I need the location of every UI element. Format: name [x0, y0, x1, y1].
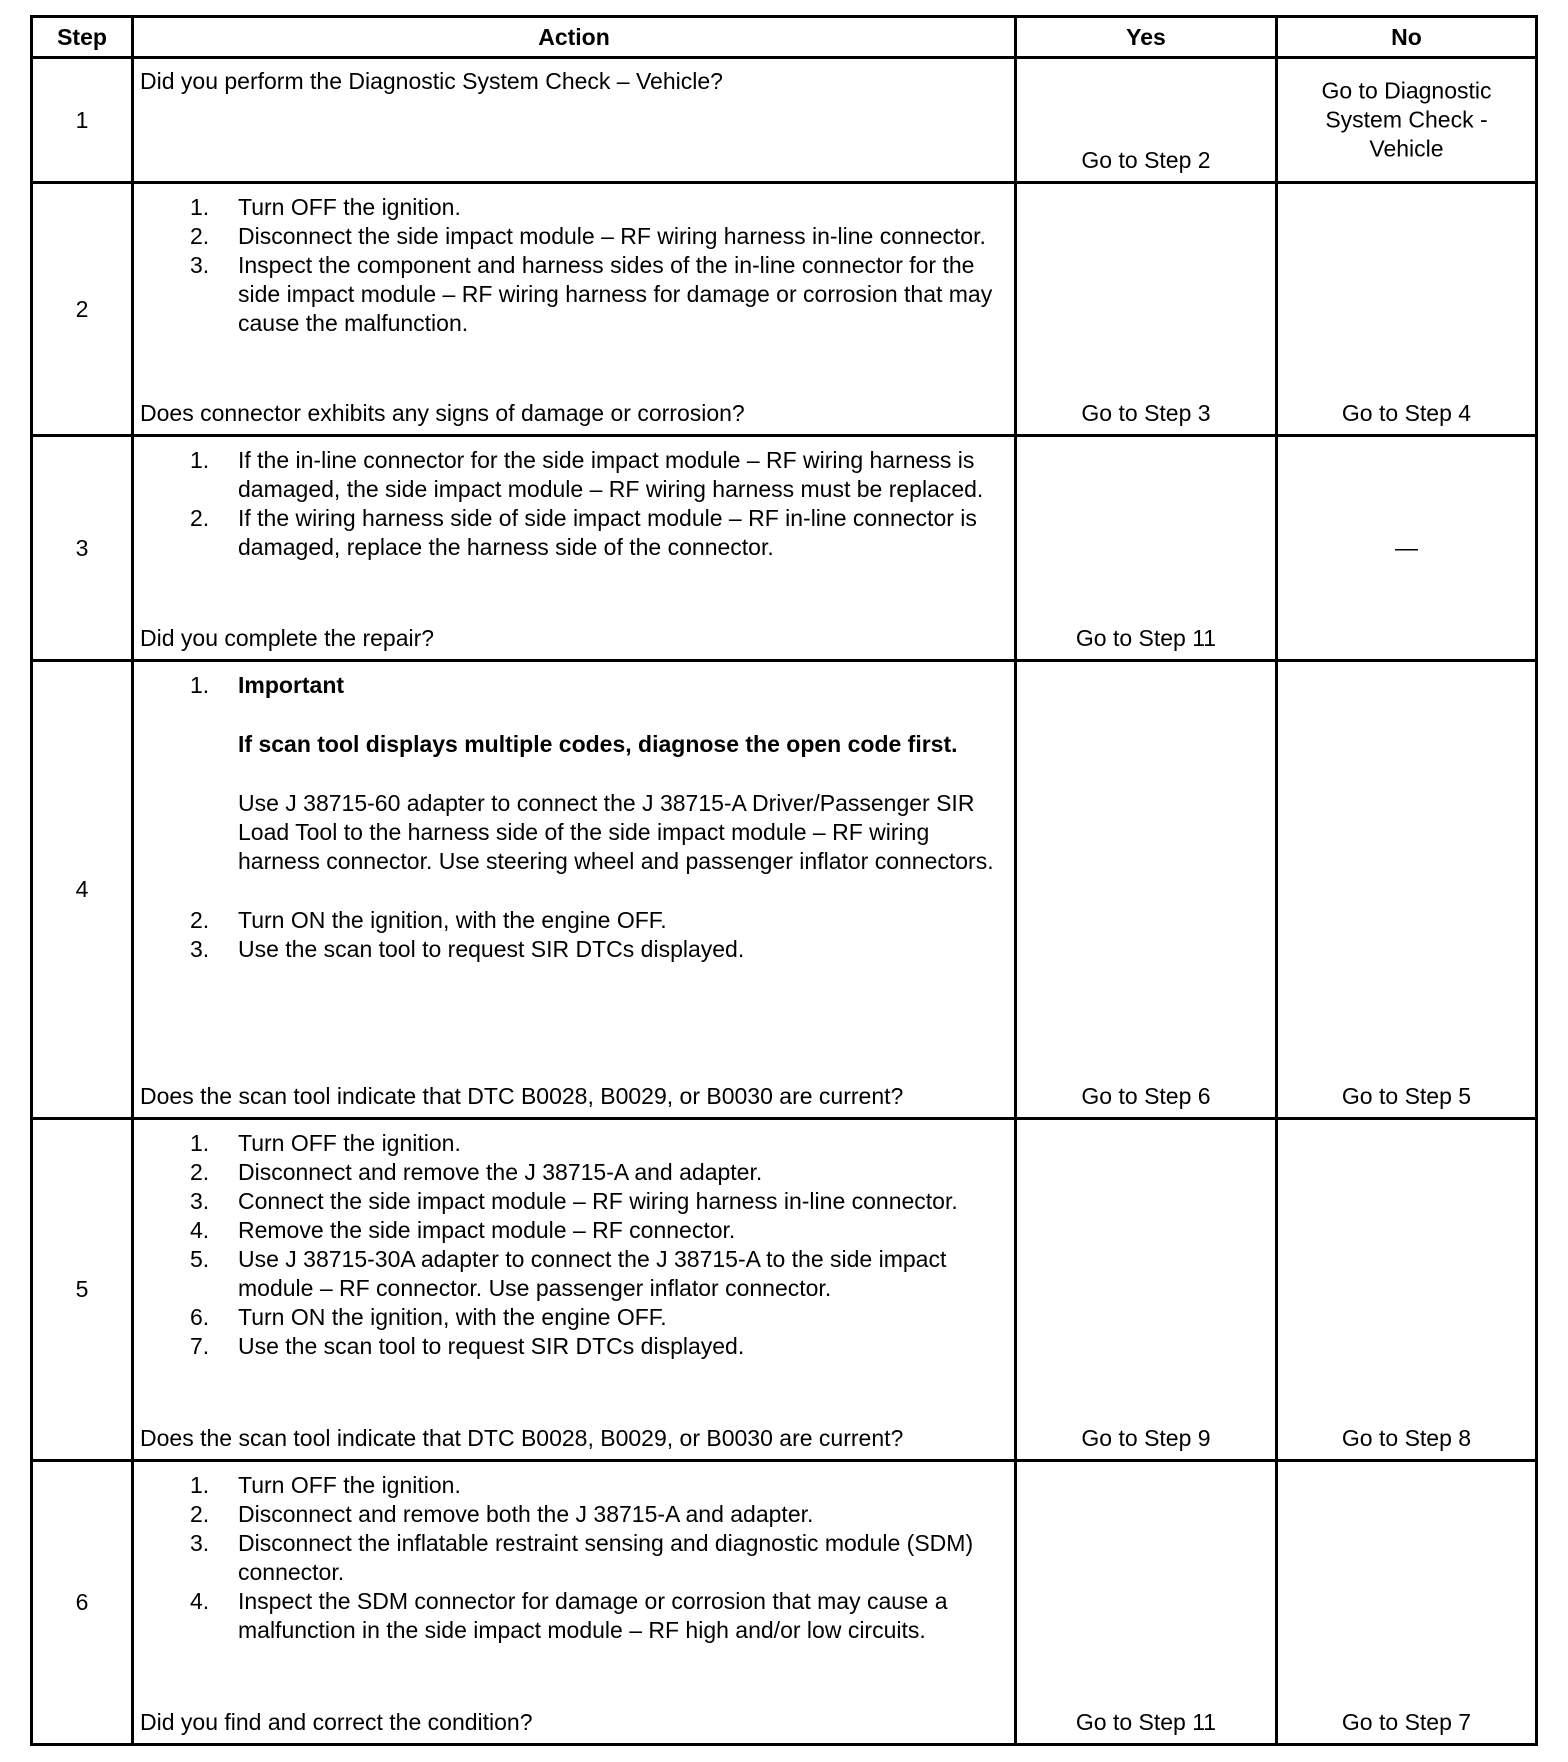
item-number: 3.: [190, 252, 210, 278]
step-number: 5: [32, 1119, 133, 1461]
list-item: [134, 1158, 1002, 1187]
header-no: No: [1277, 17, 1537, 58]
question-text: Does the scan tool indicate that DTC B0028, B0029, or B0030 are current?: [140, 1425, 904, 1451]
item-number: 1.: [190, 447, 210, 473]
item-text: Use the scan tool to request SIR DTCs displayed.: [238, 936, 745, 962]
list-item: [134, 222, 1002, 251]
table-row: [32, 58, 1537, 183]
item-text: Inspect the SDM connector for damage or corrosion that may cause a malfunction in the side impact module – RF high and/or low circuits.: [238, 1588, 948, 1643]
yes-result: Go to Step 2: [1081, 147, 1211, 173]
action-list: [134, 184, 1014, 338]
item-text: Turn OFF the ignition.: [238, 194, 461, 220]
header-yes: Yes: [1016, 17, 1277, 58]
no-result: Go to Step 4: [1341, 400, 1472, 426]
list-item: [134, 1332, 1002, 1361]
item-text: Disconnect the inflatable restraint sensing and diagnostic module (SDM) connector.: [238, 1530, 974, 1585]
list-item: [134, 1587, 1002, 1645]
item-number: 6.: [190, 1304, 210, 1330]
header-row: [32, 17, 1537, 58]
yes-result: Go to Step 6: [1081, 1083, 1211, 1109]
table-row: [32, 1461, 1537, 1745]
step-number: 4: [32, 661, 133, 1119]
step-number: 3: [32, 436, 133, 661]
yes-cell: [1016, 661, 1277, 1119]
list-item: [134, 935, 1002, 964]
action-list: [134, 1120, 1014, 1361]
item-number: 4.: [190, 1217, 210, 1243]
item-text: Turn ON the ignition, with the engine OFF.: [238, 907, 667, 933]
yes-cell: [1016, 1461, 1277, 1745]
item-text: If the wiring harness side of side impact module – RF in-line connector is damaged, replace the harness side of the connector.: [238, 505, 977, 560]
no-result: —: [1395, 534, 1418, 561]
item-text: Disconnect the side impact module – RF wiring harness in-line connector.: [238, 223, 986, 249]
important-text: Use J 38715-60 adapter to connect the J 38715-A Driver/Passenger SIR Load Tool to the harness side of the side impact module – RF wiring harness connector. Use steering wheel and passenger inflator connectors.: [238, 790, 994, 874]
action-cell: [133, 1461, 1016, 1745]
list-item: [134, 671, 1002, 906]
yes-result: Go to Step 9: [1081, 1425, 1211, 1451]
item-text: Use J 38715-30A adapter to connect the J 38715-A to the side impact module – RF connector. Use passenger inflator connector.: [238, 1246, 947, 1301]
item-number: 1.: [190, 1130, 210, 1156]
no-result: Go to Step 7: [1341, 1709, 1472, 1735]
list-item: [134, 251, 1002, 338]
item-text: Disconnect and remove both the J 38715-A and adapter.: [238, 1501, 814, 1527]
item-number: 7.: [190, 1333, 210, 1359]
item-number: 1.: [190, 1472, 210, 1498]
item-text: Turn OFF the ignition.: [238, 1130, 461, 1156]
item-text: Turn ON the ignition, with the engine OFF.: [238, 1304, 667, 1330]
important-title: Important: [238, 672, 345, 698]
list-item: [134, 1245, 1002, 1303]
action-cell: [133, 661, 1016, 1119]
header-action: Action: [133, 17, 1016, 58]
list-item: [134, 1471, 1002, 1500]
item-text: If the in-line connector for the side impact module – RF wiring harness is damaged, the side impact module – RF wiring harness must be replaced.: [238, 447, 984, 502]
no-cell: [1277, 58, 1537, 183]
yes-cell: [1016, 58, 1277, 183]
question-text: Does the scan tool indicate that DTC B0028, B0029, or B0030 are current?: [140, 1083, 904, 1109]
list-item: [134, 906, 1002, 935]
yes-result: Go to Step 11: [1075, 625, 1217, 651]
no-result: Go to Diagnostic System Check - Vehicle: [1321, 77, 1492, 162]
item-number: 3.: [190, 1530, 210, 1556]
item-number: 2.: [190, 1501, 210, 1527]
list-item: [134, 504, 1002, 562]
table-row: [32, 661, 1537, 1119]
list-item: [134, 1303, 1002, 1332]
item-number: 2.: [190, 223, 210, 249]
list-item: [134, 446, 1002, 504]
action-cell: [133, 1119, 1016, 1461]
question-text: Did you perform the Diagnostic System Check – Vehicle?: [140, 68, 723, 94]
table-row: [32, 436, 1537, 661]
no-result: Go to Step 8: [1341, 1425, 1472, 1451]
step-number: 1: [32, 58, 133, 183]
question-text: Did you find and correct the condition?: [140, 1709, 533, 1735]
action-list: [134, 662, 1014, 964]
question-text: Does connector exhibits any signs of damage or corrosion?: [140, 400, 745, 426]
no-cell: [1277, 1119, 1537, 1461]
item-text: Turn OFF the ignition.: [238, 1472, 461, 1498]
item-number: 4.: [190, 1588, 210, 1614]
no-cell: [1277, 661, 1537, 1119]
item-text: Connect the side impact module – RF wiring harness in-line connector.: [238, 1188, 958, 1214]
diagnostic-table: [30, 15, 1538, 1746]
item-number: 3.: [190, 1188, 210, 1214]
list-item: [134, 1500, 1002, 1529]
item-text: Remove the side impact module – RF connector.: [238, 1217, 736, 1243]
item-number: 2.: [190, 1159, 210, 1185]
item-number: 1.: [190, 672, 210, 698]
item-number: 2.: [190, 505, 210, 531]
list-item: [134, 1187, 1002, 1216]
action-cell: [133, 183, 1016, 436]
yes-cell: [1016, 436, 1277, 661]
item-text: Inspect the component and harness sides of the in-line connector for the side impact module – RF wiring harness for damage or corrosion that may cause the malfunction.: [238, 252, 993, 336]
item-text: Use the scan tool to request SIR DTCs displayed.: [238, 1333, 745, 1359]
table-row: [32, 183, 1537, 436]
no-cell: [1277, 183, 1537, 436]
list-item: [134, 1129, 1002, 1158]
action-list: [134, 437, 1014, 562]
yes-cell: [1016, 1119, 1277, 1461]
list-item: [134, 193, 1002, 222]
item-number: 5.: [190, 1246, 210, 1272]
no-cell: [1277, 436, 1537, 661]
yes-result: Go to Step 11: [1075, 1709, 1217, 1735]
item-number: 1.: [190, 194, 210, 220]
yes-cell: [1016, 183, 1277, 436]
step-number: 6: [32, 1461, 133, 1745]
no-cell: [1277, 1461, 1537, 1745]
step-number: 2: [32, 183, 133, 436]
list-item: [134, 1216, 1002, 1245]
list-item: [134, 1529, 1002, 1587]
important-note: If scan tool displays multiple codes, diagnose the open code first.: [238, 731, 958, 757]
no-result: Go to Step 5: [1341, 1083, 1472, 1109]
item-number: 3.: [190, 936, 210, 962]
item-number: 2.: [190, 907, 210, 933]
header-step: Step: [32, 17, 133, 58]
action-list: [134, 1462, 1014, 1645]
question-text: Did you complete the repair?: [140, 625, 435, 651]
action-cell: [133, 436, 1016, 661]
item-text: Disconnect and remove the J 38715-A and adapter.: [238, 1159, 763, 1185]
yes-result: Go to Step 3: [1081, 400, 1211, 426]
action-cell: [133, 58, 1016, 183]
table-row: [32, 1119, 1537, 1461]
